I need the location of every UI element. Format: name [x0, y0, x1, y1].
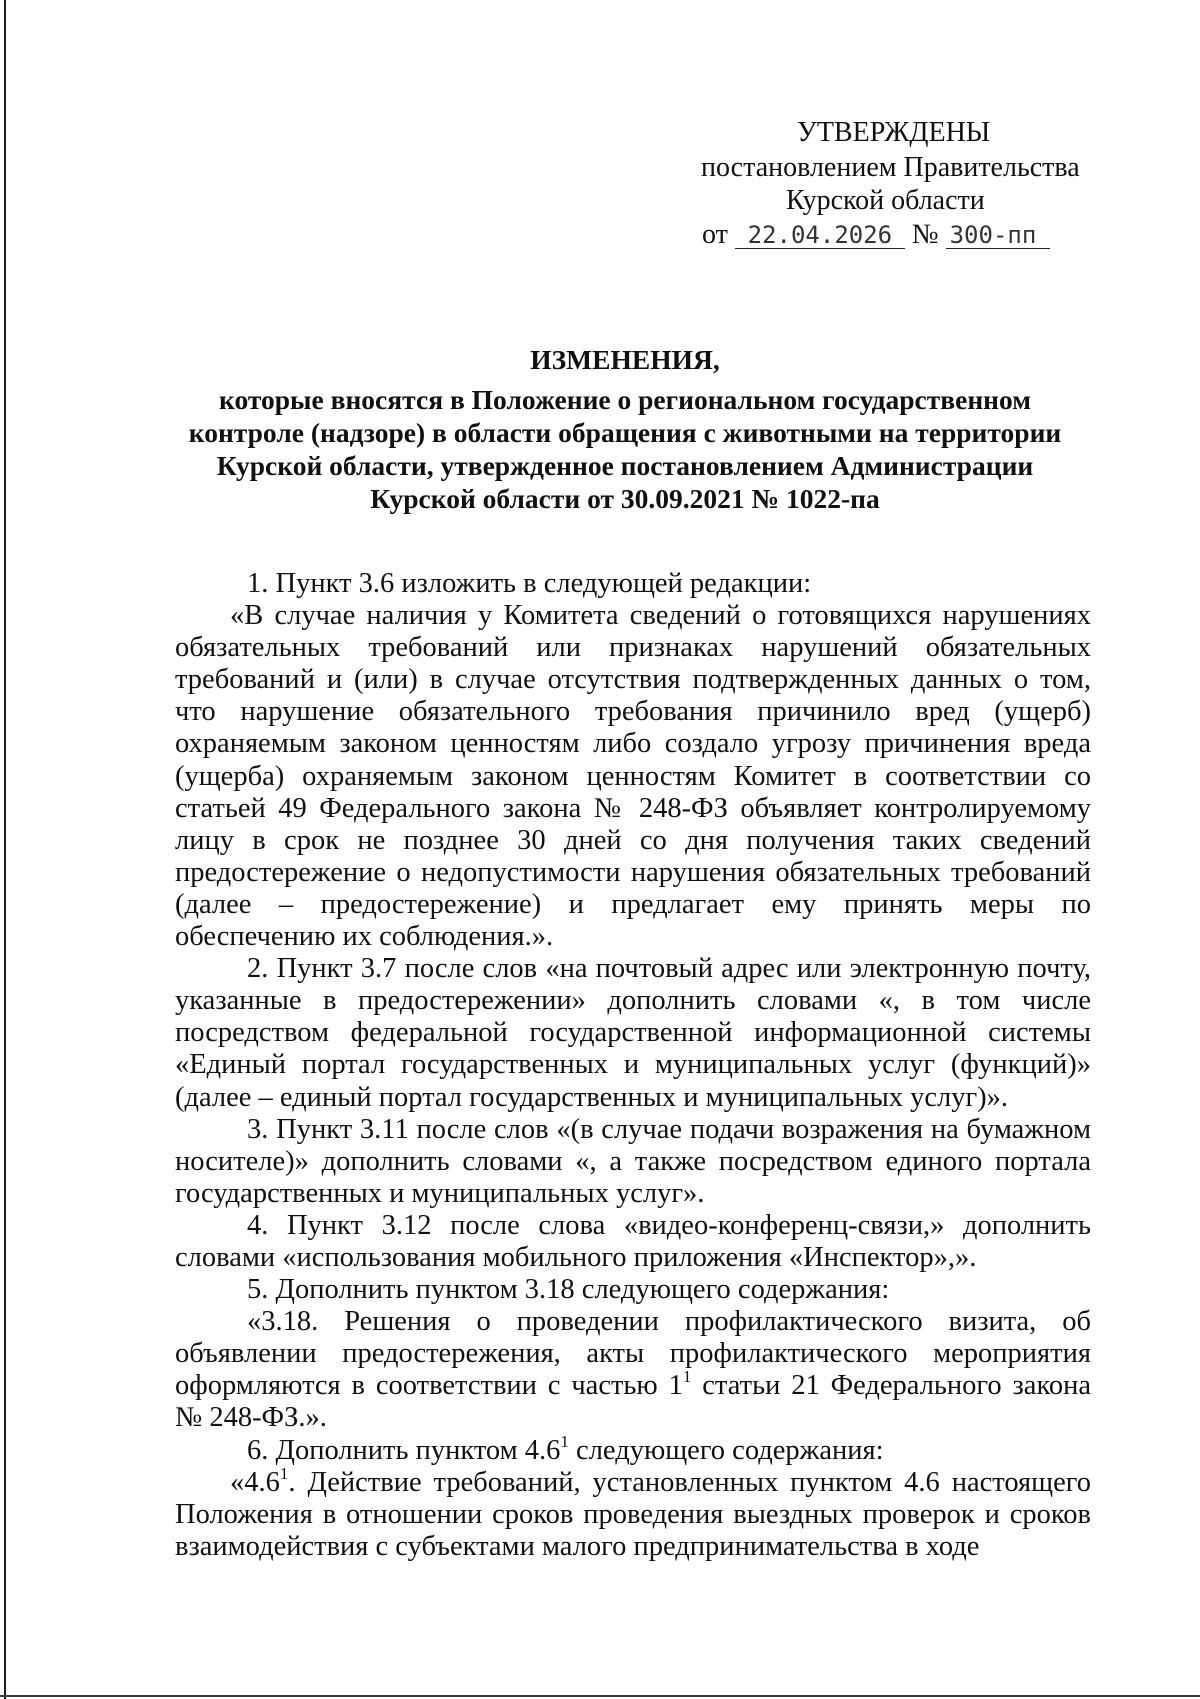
paragraph-1: 1. Пункт 3.6 изложить в следующей редакции:: [247, 568, 812, 599]
document-subtitle-line-4: Курской области от 30.09.2021 № 1022-па: [370, 483, 880, 514]
number-stamp: 300-пп: [946, 222, 1050, 249]
paragraph-6-quote-text: . Действие требований, установленных пунктом 4.6 настоящего Положения в отношении сроков проведения выездных проверок и сроков взаимодействия с субъектами малого предпринимательства в ходе: [175, 1466, 1091, 1562]
paragraph-6: [175, 1431, 1091, 1467]
paragraph-6-text: 6. Дополнить пунктом 4.6: [247, 1434, 561, 1466]
approval-line-2: Курской области: [786, 185, 985, 216]
superscript: 1: [682, 1367, 692, 1387]
scan-left-edge: [4, 0, 6, 1699]
document-title-block: [160, 343, 1090, 515]
paragraph-1-quote: «В случае наличия у Комитета сведений о готовящихся нарушениях обязательных требований или признаках нарушений обязательных требований и (или) в случае отсутствия подтвержденных данных о том, что нарушение обязательного требования причинило вред (ущерб) охраняемым законом ценностям либо создало угрозу причинения вреда (ущерба) охраняемым законом ценностям Комитет в соответствии со статьей 49 Федерального закона № 248-ФЗ объявляет контролируемому лицу в срок не позднее 30 дней со дня получения таких сведений предостережение о недопустимости нарушения обязательных требований (далее – предостережение) и предлагает ему принять меры по обеспечению их соблюдения.».: [175, 600, 1091, 953]
paragraph-6-tail: следующего содержания:: [568, 1434, 884, 1466]
scan-bottom-edge: [0, 1695, 1200, 1697]
approval-title: УТВЕРЖДЕНЫ: [797, 117, 991, 148]
document-subtitle-line-1: которые вносятся в Положение о региональном государственном: [219, 384, 1031, 415]
paragraph-5-quote-tail: статьи 21 Федерального закона № 248-ФЗ.».: [175, 1370, 1091, 1434]
date-prefix: от: [702, 219, 728, 250]
approval-line-1: постановлением Правительства: [701, 152, 1080, 183]
document-title: ИЗМЕНЕНИЯ,: [530, 344, 720, 375]
paragraph-3: 3. Пункт 3.11 после слов «(в случае подачи возражения на бумажном носителе)» дополнить словами «, а также посредством единого портала государственных и муниципальных услуг».: [175, 1113, 1091, 1209]
approval-date-number: [702, 218, 1050, 251]
paragraph-6-quote-start: «4.6: [230, 1466, 280, 1498]
paragraph-5: 5. Дополнить пунктом 3.18 следующего содержания:: [247, 1274, 890, 1306]
paragraph-2: 2. Пункт 3.7 после слов «на почтовый адрес или электронную почту, указанные в предостережении» дополнить словами «, в том числе посредством федеральной государственной информационной системы «Единый портал государственных и муниципальных услуг (функций)» (далее – единый портал государственных и муниципальных услуг)».: [175, 953, 1091, 1113]
date-stamp: 22.04.2026: [735, 222, 905, 249]
number-prefix: №: [911, 219, 939, 250]
paragraph-5-quote-text: «3.18. Решения о проведении профилактического визита, об объявлении предостережения, акты профилактического мероприятия оформляются в соответствии с частью 1: [175, 1306, 1091, 1402]
paragraph-6-quote: [175, 1463, 1091, 1563]
paragraph-4: 4. Пункт 3.12 после слова «видео-конференц-связи,» дополнить словами «использования мобильного приложения «Инспектор»,».: [175, 1209, 1091, 1273]
superscript: 1: [560, 1431, 569, 1451]
paragraph-5-quote: [175, 1306, 1091, 1434]
document-subtitle-line-3: Курской области, утвержденное постановлением Администрации: [216, 450, 1034, 481]
superscript: 1: [279, 1463, 289, 1483]
document-subtitle-line-2: контроле (надзоре) в области обращения с животными на территории: [188, 417, 1062, 448]
document-body: [175, 568, 1091, 1563]
